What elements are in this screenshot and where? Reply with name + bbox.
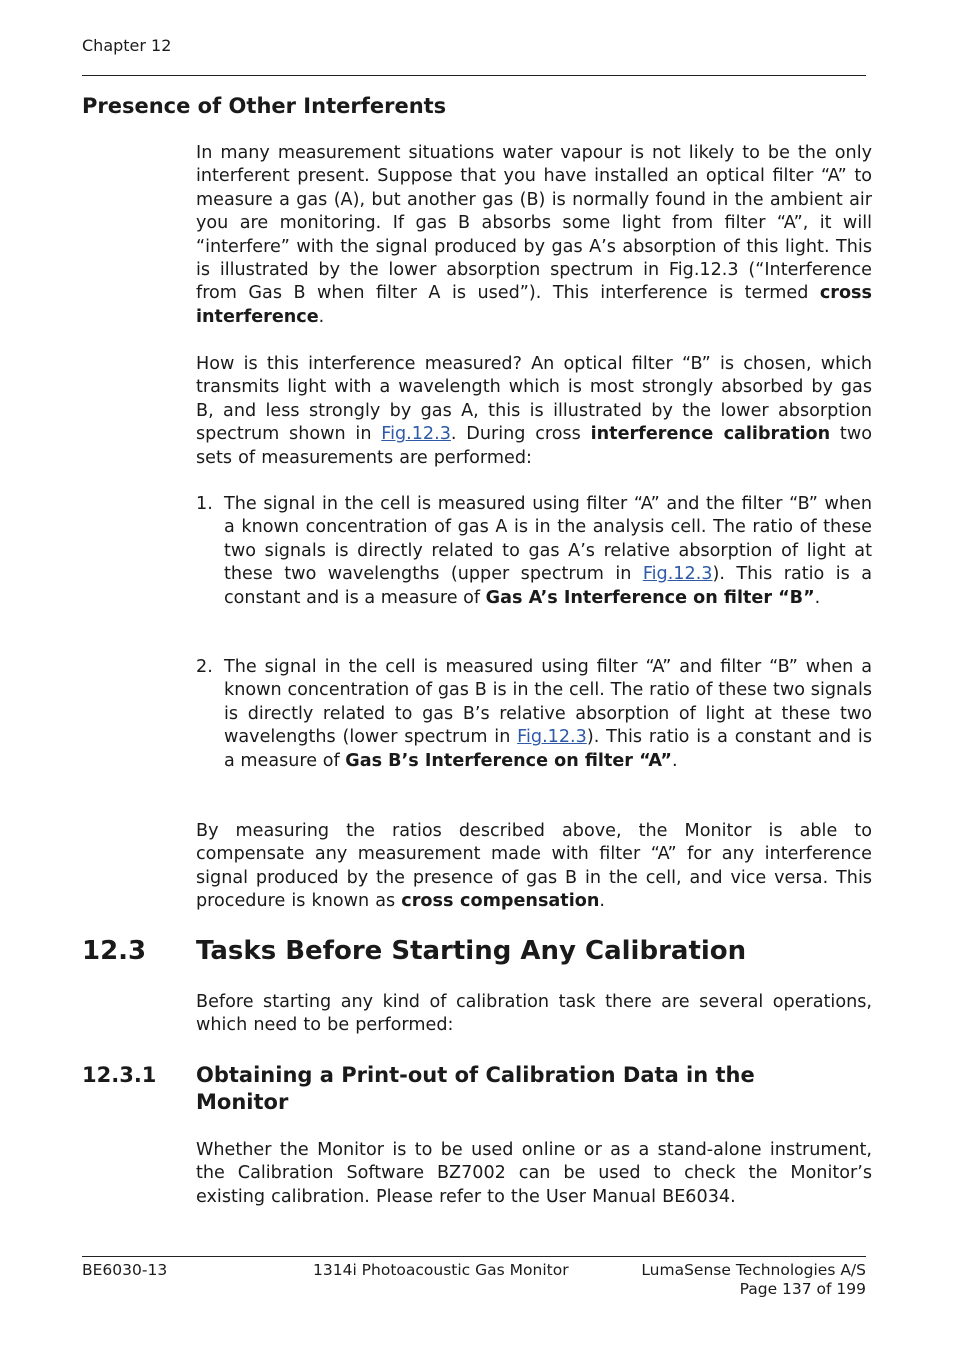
term-cross-compensation: cross compensation (401, 891, 600, 912)
footer-rule (82, 1256, 866, 1257)
section-number-12-3: 12.3 (82, 936, 147, 966)
footer-company-page (641, 1261, 866, 1299)
fig-12-3-link[interactable]: Fig.12.3 (642, 564, 713, 585)
term-cross-interference: cross interference (196, 283, 872, 327)
paragraph-cross-compensation: By measuring the ratios described above, the Monitor is able to compensate any measurement made with filter “A” for any interference signal produced by the presence of gas B in the cell, and vice versa. This procedure is known as cross compensation. (196, 821, 872, 912)
paragraph-printout: Whether the Monitor is to be used online or as a stand-alone instrument, the Calibration Software BZ7002 can be used to check the Monitor’s existing calibration. Please refer to the User Manual BE6034. (196, 1140, 872, 1207)
footer-doc-id: BE6030-13 (82, 1261, 168, 1279)
footer-product: 1314i Photoacoustic Gas Monitor (313, 1261, 569, 1279)
term-gas-b-interference: Gas B’s Interference on filter “A” (345, 750, 672, 771)
header-rule (82, 75, 866, 76)
running-header-chapter: Chapter 12 (82, 36, 172, 55)
list-item: 2. The signal in the cell is measured using filter “A” and filter “B” when a known concentration of gas B is in the cell. The ratio of these two signals is directly related to gas B’s relative absorption of light at these two wavelengths (lower spectrum in Fig.12.3). This ratio is a constant and is a measure of Gas B’s Interference on filter “A”. (196, 657, 872, 771)
measurement-steps-list (196, 493, 872, 610)
section-heading-presence: Presence of Other Interferents (82, 94, 447, 118)
footer-page-number: Page 137 of 199 (739, 1280, 866, 1298)
measurement-steps-list-2 (196, 656, 872, 773)
list-item: 1. The signal in the cell is measured using filter “A” and the filter “B” when a known concentration of gas A is in the analysis cell. The ratio of these two signals is directly related to gas A’s relative absorption of light at these two wavelengths (upper spectrum in Fig.12.3). This ratio is a constant and is a measure of Gas A’s Interference on filter “B”. (196, 494, 872, 608)
term-gas-a-interference: Gas A’s Interference on filter “B” (485, 587, 815, 608)
section-number-12-3-1: 12.3.1 (82, 1063, 157, 1087)
footer-company: LumaSense Technologies A/S (641, 1261, 866, 1279)
paragraph-tasks-intro: Before starting any kind of calibration task there are several operations, which need to be performed: (196, 992, 872, 1036)
paragraph-measurement: How is this interference measured? An optical filter “B” is chosen, which transmits light with a wavelength which is most strongly absorbed by gas B, and less strongly by gas A, this is illustrated by the lower absorption spectrum shown in Fig.12.3. During cross interference calibration two sets of measurements are performed: (196, 354, 872, 468)
section-heading-12-3-1: Obtaining a Print-out of Calibration Data in the Monitor (196, 1063, 755, 1114)
section-heading-12-3: Tasks Before Starting Any Calibration (196, 936, 747, 966)
fig-12-3-link[interactable]: Fig.12.3 (517, 727, 587, 748)
fig-12-3-link[interactable]: Fig.12.3 (381, 424, 451, 445)
term-interference-calibration: interference calibration (590, 424, 831, 445)
paragraph-cross-interference: In many measurement situations water vapour is not likely to be the only interferent present. Suppose that you have installed an optical filter “A” to measure a gas (A), but another gas (B) is normally found in the ambient air you are monitoring. If gas B absorbs some light from filter “A”, it will “interfere” with the signal produced by gas A’s absorption of this light. This is illustrated by the lower absorption spectrum in Fig.12.3 (“Interference from Gas B when filter A is used”). This interference is termed cross interference. (196, 143, 872, 327)
